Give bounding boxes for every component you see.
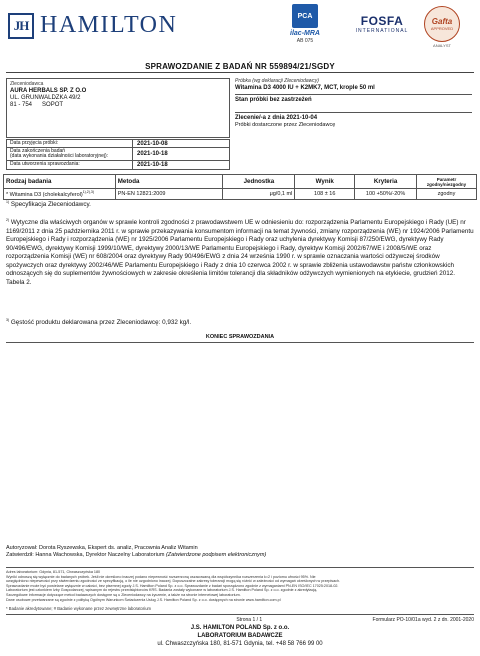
- test-refs: 1),2),3): [82, 190, 94, 194]
- footnote-3: [6, 316, 191, 328]
- date-row: [6, 161, 230, 170]
- fine-print-line: Dane osobowe przetwarzane są zgodnie z polityką Ogólnym Warunkom Świadczenia Usług J.S. Hamilton Poland Sp. z o.o. dostępnych na stronie www.hamilton.com.pl: [6, 597, 281, 602]
- date-label: Data utworzenia sprawozdania:: [7, 161, 133, 169]
- legend-row: [6, 606, 474, 611]
- client-name: AURA HERBALS SP. Z O.O: [10, 88, 87, 94]
- test-name: * Witamina D3 (cholekalcyferol): [6, 191, 83, 198]
- gafta-seal: [422, 6, 462, 54]
- dates-table: [6, 139, 230, 170]
- footnote-2: [6, 216, 474, 287]
- sample-state: Stan próbki bez zastrzeżeń: [235, 97, 312, 103]
- sample-name: Witamina D3 4000 IU + K2MK7, MCT, krople 50 ml: [235, 85, 375, 91]
- delivery-note: Próbki dostarczone przez Zleceniodawcę: [235, 122, 336, 128]
- fosfa-logo: [352, 14, 412, 44]
- company-name: J.S. HAMILTON POLAND Sp. z o.o.: [190, 625, 290, 631]
- date-label: Data zakończenia badań (data wykonania działalności laboratoryjnej):: [7, 148, 133, 160]
- page-info-row: [6, 614, 474, 623]
- client-city: 81 - 754 SOPOT: [10, 102, 64, 108]
- pca-logo: PCA: [292, 4, 318, 28]
- fine-print: [6, 570, 474, 602]
- footnote-1: [6, 198, 91, 210]
- approved-by: Zatwierdził: Hanna Wachowska, Dyrektor Naczelny Laboratorium: [6, 552, 166, 558]
- gafta-approved: APPROVED: [430, 26, 454, 31]
- gafta-circle: [424, 6, 460, 42]
- hamilton-logo: [8, 12, 177, 39]
- results-table: [3, 174, 477, 200]
- footnote-1-text: Specyfikacja Zleceniodawcy.: [9, 201, 91, 209]
- page-header: [0, 0, 480, 58]
- signatures: [6, 545, 266, 559]
- sample-info: [233, 78, 474, 168]
- col-test: Rodzaj badania: [4, 175, 116, 189]
- end-divider: [6, 342, 474, 343]
- date-row: [6, 139, 230, 148]
- page-number: Strona 1 / 1: [236, 617, 263, 623]
- gafta-name: Gafta: [431, 17, 453, 26]
- accreditation-legend: * Badanie akredytowane; # Badanie wykonane przez zewnętrzne laboratorium: [6, 606, 152, 611]
- date-row: [6, 148, 230, 161]
- report-end: KONIEC SPRAWOZDANIA: [205, 334, 275, 340]
- approved-by-line: [6, 552, 266, 559]
- spacer: [6, 617, 126, 623]
- table-header-row: [4, 175, 477, 189]
- fine-print-line: Szczegółowe informacje dotyczące metod badawczych dostępne są u Zleceniodawcy na życzenie, a także na stronie internetowej laboratorium.: [6, 592, 241, 597]
- pca-ilac-badge: [276, 4, 334, 56]
- sample-divider: [235, 94, 472, 95]
- col-criteria: Kryteria: [355, 175, 417, 189]
- footnote-2-text: Wytyczne dla właściwych organów w sprawie kontroli zgodności z prawodawstwem UE w odniesieniu do: rozporządzenia Parlamentu Europejskiego i Rady (UE) nr 1169/2011 z dnia 25 października 2011 r. w sprawie przekazywania konsumentom informacji na temat żywności, zmiany rozporządzenia (WE) nr 1924/2006 Parlamentu Europejskiego i Rady i rozporządzenia (WE) nr 1925/2006 Parlamentu Europejskiego i Rady oraz uchylenia dyrektywy Komisji 87/250/EWG, dyrektywy Rady 90/496/EWG, dyrektywy Komisji 1999/10/WE, dyrektywy 2000/13/WE Parlamentu Europejskiego i Rady, dyrektyw Komisji 2002/67/WE i 2008/5/WE oraz rozporządzenia Komisji (WE) nr 608/2004 oraz dyrektywy Rady 90/496/EWG z dnia 24 września 1990 r. w sprawie oznaczania wartości odżywczej środków spożywczych oraz dyrektywy 2002/46/WE Parlamentu Europejskiego i Rady z dnia 10 czerwca 2002 r. w sprawie zbliżenia ustawodawstw państw członkowskich odnoszących się do suplementów żywnościowych w zakresie określenia limitów tolerancji dla składników odżywczych wymienionych na etykiecie, grudzień 2012. Tabela 2.: [6, 219, 474, 286]
- cell-verdict: zgodny: [417, 189, 477, 200]
- logo-mark: JH: [8, 13, 34, 39]
- logo-text: HAMILTON: [40, 12, 178, 38]
- form-number: Formularz PO-10/01a wyd. 2 z dn. 2001-2020: [372, 617, 474, 623]
- ilac-mra-logo: ilac-MRA: [290, 30, 320, 37]
- date-label: Data przyjęcia próbki:: [7, 140, 133, 147]
- footnote-2-mark: 2): [6, 218, 10, 222]
- cell-unit: μg/0,1 ml: [223, 189, 295, 200]
- lab-name: LABORATORIUM BADAWCZE: [197, 633, 283, 639]
- accreditation-number: AB 075: [296, 38, 314, 44]
- e-signature-note: (Zatwierdzone podpisem elektronicznym): [165, 552, 267, 558]
- fine-print-line: Laboratorium jest członkiem Izby Gospodarczej, wpisanym do rejestru przedsiębiorców KRS. Badania zostały wykonane w laboratorium J.S. Hamilton Poland Sp. z o.o. zgodnie z akredytacją.: [6, 588, 318, 593]
- sample-divider: [235, 112, 472, 113]
- fosfa-name: FOSFA: [360, 14, 404, 28]
- col-verdict: Parametr zgodny/niezgodny: [417, 175, 477, 189]
- date-value: 2021-10-08: [137, 140, 168, 147]
- date-value: 2021-10-18: [137, 151, 168, 157]
- col-unit: Jednostka: [223, 175, 295, 189]
- date-value: 2021-10-18: [137, 162, 168, 168]
- cell-method: PN-EN 12821:2009: [115, 189, 223, 200]
- fine-print-line: Sprawozdanie może być powielane wyłącznie w całości, bez pisemnej zgody J.S. Hamilton Poland Sp. z o.o. Sprawozdanie z badań sporządzono zgodnie z wymaganiami PN-EN ISO/IEC 17025:2018-02.: [6, 583, 339, 588]
- footnote-1-mark: 1): [6, 200, 10, 204]
- footnote-3-text: Gęstość produktu deklarowana przez Zleceniodawcę: 0,932 kg/l.: [9, 319, 192, 327]
- fine-print-divider: [6, 567, 474, 568]
- fine-print-line: Adres laboratorium: Gdynia, 81-571, Chwaszczyńska 180: [6, 570, 101, 574]
- page-footer: [0, 624, 480, 648]
- client-street: UL. GRUNWALDZKA 49/2: [10, 95, 81, 101]
- order-date: Zlecenie/-a z dnia 2021-10-04: [235, 115, 318, 121]
- client-label: Zleceniodawca: [10, 81, 44, 87]
- col-method: Metoda: [115, 175, 223, 189]
- sample-label: Próbka (wg deklaracji Zleceniodawcy): [235, 78, 319, 84]
- col-result: Wynik: [295, 175, 355, 189]
- fosfa-sub: INTERNATIONAL: [355, 28, 409, 34]
- footnote-3-mark: 3): [6, 318, 10, 322]
- company-address: ul. Chwaszczyńska 180, 81-571 Gdynia, tel. +48 58 766 99 00: [157, 641, 323, 647]
- title-divider: [6, 72, 474, 73]
- fine-print-line: uwzględniono niepewności przy stwierdzeniu zgodności ze specyfikacją, o ile nie uzgodniono inaczej. Dopuszczalne zakresy tolerancji mogą się różnić w zależności od wymagań określonych w przepisach.: [6, 579, 341, 584]
- cell-result: 108 ± 16: [295, 189, 355, 200]
- report-title: SPRAWOZDANIE Z BADAŃ NR 559894/21/SGDY: [145, 62, 335, 71]
- client-box: [6, 78, 230, 138]
- cell-criteria: 100 +50%/-20%: [355, 189, 417, 200]
- fine-print-line: Wyniki odnoszą się wyłącznie do badanych próbek. Jeśli nie określono inaczej podano niepewność rozszerzoną oszacowaną dla współczynnika rozszerzenia k=2 i poziomu ufności 95%. Nie: [6, 574, 316, 579]
- gafta-sub: ANALYST: [433, 43, 451, 48]
- authorized-by: Autoryzował: Dorota Ryszewska, Ekspert ds. analiz, Pracownia Analiz Witamin: [6, 545, 198, 551]
